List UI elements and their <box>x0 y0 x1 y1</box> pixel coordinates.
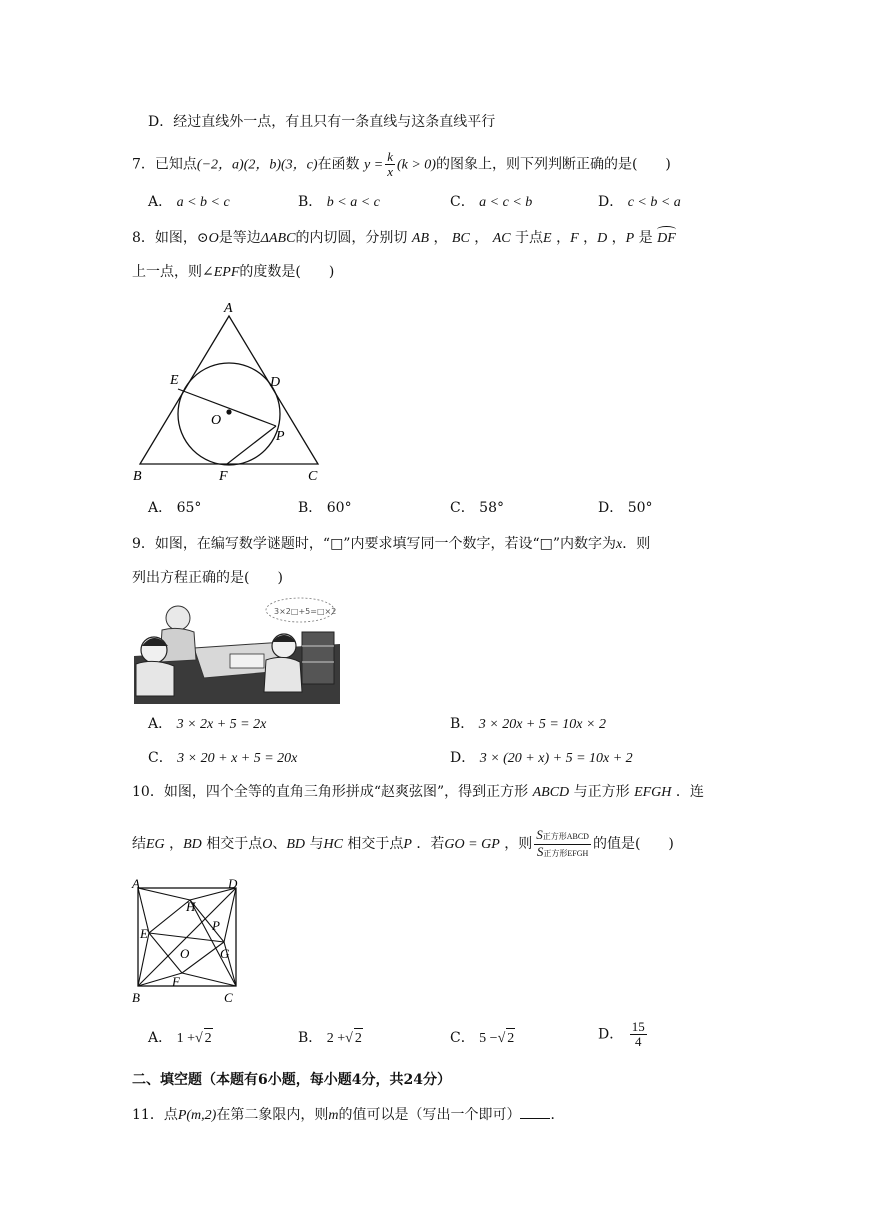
option-text: a < c < b <box>479 195 533 210</box>
option-label: B． <box>298 1030 323 1046</box>
text: 的值可以是（写出一个即可） <box>338 1107 521 1123</box>
math: BD <box>286 837 306 852</box>
option-text: 5 − <box>479 1031 498 1046</box>
text: 于点 <box>515 230 544 246</box>
option-label: D． <box>450 750 476 766</box>
text: 在第二象限内，则 <box>216 1107 329 1123</box>
text: 10．如图，四个全等的直角三角形拼成“赵爽弦图”，得到正方形 <box>132 784 529 800</box>
label-f: F <box>219 469 228 484</box>
segment-eg <box>149 933 224 942</box>
option-text: 3 × 20 + x + 5 = 20x <box>177 751 298 766</box>
label-f: F <box>172 974 180 989</box>
label-a: A <box>132 878 140 891</box>
sqrt-icon: √ <box>194 1031 203 1046</box>
text: 与 <box>309 836 324 852</box>
segment-ah <box>138 888 190 900</box>
text: 结 <box>132 836 146 852</box>
center-dot <box>226 409 231 414</box>
math: BC <box>451 231 470 246</box>
answer-blank[interactable] <box>520 1104 550 1119</box>
q10-option-c <box>450 1028 515 1049</box>
math: HC <box>323 837 343 852</box>
segment-cf <box>182 973 236 986</box>
text: ， <box>474 230 489 246</box>
math: x <box>616 537 623 552</box>
option-text: 2 + <box>326 1031 346 1046</box>
label-c: C <box>224 990 233 1005</box>
math: P <box>403 837 412 852</box>
q11 <box>132 1104 564 1126</box>
sqrt-icon: √ <box>345 1031 353 1046</box>
shelf <box>302 632 334 684</box>
text: ， <box>583 230 598 246</box>
q7-stem-a: 7．已知点 <box>132 156 197 173</box>
math: D <box>597 231 608 246</box>
q7-func-lhs: y = <box>364 157 384 173</box>
label-c: C <box>308 469 318 484</box>
math: ABCD <box>532 785 570 800</box>
subscript: 正方形EFGH <box>543 848 589 858</box>
option-text: 3 × 20x + 5 = 10x × 2 <box>478 717 606 732</box>
q8-option-b <box>298 498 352 518</box>
label-p: P <box>276 429 285 444</box>
option-label: B． <box>450 716 475 732</box>
text: ．连 <box>675 784 704 800</box>
q7-option-a <box>148 192 230 213</box>
q8-line2 <box>132 262 334 283</box>
text: 是等边 <box>218 230 261 246</box>
q7-func-frac <box>385 150 395 179</box>
q10-option-a <box>148 1028 213 1049</box>
math: GO = GP <box>444 837 500 852</box>
option-fraction <box>630 1020 647 1049</box>
label-o: O <box>180 946 190 961</box>
text: ， <box>433 230 448 246</box>
option-label: A． <box>148 500 173 516</box>
text: 与正方形 <box>573 784 630 800</box>
q7-option-c <box>450 192 532 213</box>
label-b: B <box>132 990 140 1005</box>
text: 的值是( ) <box>592 836 674 852</box>
radicand: 2 <box>354 1028 363 1049</box>
label-e: E <box>170 373 179 388</box>
radicand: 2 <box>204 1028 213 1049</box>
q9-option-b <box>450 714 606 735</box>
option-text: 3 × 2x + 5 = 2x <box>176 717 267 732</box>
math: F <box>570 231 579 246</box>
q7-option-d <box>598 192 681 213</box>
math: EG <box>146 837 165 852</box>
q9-line2: 列出方程正确的是( ) <box>132 570 283 586</box>
math: BD <box>183 837 202 852</box>
subscript: 正方形ABCD <box>542 831 589 841</box>
label-p: P <box>212 918 220 933</box>
math: P(m,2) <box>177 1108 217 1123</box>
math: EFGH <box>634 785 672 800</box>
q7-stem <box>132 150 671 179</box>
label-g: G <box>220 946 230 961</box>
section-2-title: 二、填空题（本题有6小题，每小题4分，共24分） <box>132 1072 451 1088</box>
q10-area-ratio <box>534 828 591 861</box>
option-text: 65° <box>176 500 202 516</box>
q10-zhaoshuang-figure <box>130 878 250 1008</box>
option-label: D． <box>598 1026 624 1043</box>
math: AC <box>492 231 511 246</box>
text: ．则 <box>622 536 651 552</box>
text: 的度数是( ) <box>239 264 335 280</box>
label-d: D <box>270 375 281 390</box>
denominator: 4 <box>634 1034 642 1049</box>
q7-stem-b: 在函数 <box>317 156 360 173</box>
math: O <box>262 837 273 852</box>
option-text: 1 + <box>176 1031 195 1046</box>
option-label: B． <box>298 500 323 516</box>
numerator: 15 <box>631 1019 645 1034</box>
option-label: D． <box>598 194 624 210</box>
q8-triangle-figure <box>130 298 330 484</box>
math: m <box>328 1108 339 1123</box>
text: 上一点，则 <box>132 264 202 280</box>
segment-hc <box>190 900 236 986</box>
q8-option-a <box>148 498 201 518</box>
q7-option-b <box>298 192 380 213</box>
teacher-head <box>166 606 190 630</box>
option-text: 58° <box>479 500 504 516</box>
option-text: 60° <box>326 500 352 516</box>
text: 相交于点 <box>347 836 404 852</box>
text: 相交于点 <box>206 836 263 852</box>
q9-option-a <box>148 714 266 735</box>
text: ， <box>169 836 184 852</box>
q7-func-den: x <box>387 164 393 179</box>
q7-func-num: k <box>387 149 393 164</box>
q9-option-d <box>450 748 633 769</box>
option-text: 50° <box>627 500 653 516</box>
text: 9．如图，在编写数学谜题时，“□”内要求填写同一个数字，若设“□”内数字为 <box>132 536 616 552</box>
label-o: O <box>211 413 222 428</box>
segment-dg <box>224 888 236 942</box>
option-label: B． <box>298 194 323 210</box>
q9-line1 <box>132 534 650 555</box>
option-label: C． <box>450 1030 475 1046</box>
text: 、 <box>272 836 287 852</box>
option-text: 3 × (20 + x) + 5 = 10x + 2 <box>479 751 633 766</box>
option-label: A． <box>148 716 173 732</box>
student-right-body <box>264 657 302 692</box>
q8-line1 <box>132 228 676 249</box>
q9-option-c <box>148 748 297 769</box>
student-left-body <box>136 661 174 696</box>
option-text: c < b < a <box>627 195 681 210</box>
label-e: E <box>140 926 148 941</box>
q8-option-c <box>450 498 504 518</box>
math: ΔABC <box>260 231 296 246</box>
segment-ep <box>178 389 276 426</box>
text: 11．点 <box>132 1107 178 1123</box>
math: ⊙O <box>196 231 219 246</box>
speech-bubble-text: 3×2□+5=□×2 <box>274 607 337 616</box>
math: S <box>536 843 544 859</box>
label-h: H <box>186 899 196 914</box>
text: ． <box>550 1107 565 1123</box>
text: ， <box>611 230 626 246</box>
q7-stem-c: 的图象上，则下列判断正确的是( ) <box>435 156 671 173</box>
text: 8．如图， <box>132 230 197 246</box>
text: 的内切圆，分别切 <box>295 230 408 246</box>
q6-option-d: D．经过直线外一点，有且只有一条直线与这条直线平行 <box>148 114 496 130</box>
label-b: B <box>133 469 142 484</box>
math: E <box>543 231 552 246</box>
arc-df: DF <box>657 229 676 249</box>
label-d: D <box>228 878 238 891</box>
option-label: C． <box>450 500 475 516</box>
math: P <box>625 231 635 246</box>
triangle-abc <box>140 316 318 464</box>
paper <box>230 654 264 668</box>
option-label: C． <box>148 750 173 766</box>
q9-classroom-illustration <box>134 596 340 704</box>
text: ， <box>556 230 571 246</box>
option-label: D． <box>598 500 624 516</box>
q10-line2 <box>132 826 674 863</box>
math: ∠EPF <box>202 265 240 280</box>
option-label: A． <box>148 194 173 210</box>
text: ．若 <box>416 836 445 852</box>
segment-pf <box>227 426 276 464</box>
sqrt-icon: √ <box>497 1031 506 1046</box>
math: S <box>536 826 543 842</box>
q8-option-d <box>598 498 653 518</box>
q10-option-d <box>598 1020 649 1049</box>
option-label: C． <box>450 194 475 210</box>
label-a: A <box>224 301 233 316</box>
q7-func-cond: (k > 0) <box>396 157 436 173</box>
math: AB <box>411 231 429 246</box>
option-text: a < b < c <box>176 195 230 210</box>
option-text: b < a < c <box>326 195 380 210</box>
q10-option-b <box>298 1028 363 1049</box>
q10-line1 <box>132 782 704 803</box>
radicand: 2 <box>506 1028 515 1049</box>
text: 是 <box>638 230 653 246</box>
option-label: A． <box>148 1030 173 1046</box>
q7-points: (−2，a)(2，b)(3，c) <box>196 157 318 173</box>
text: ，则 <box>504 836 533 852</box>
